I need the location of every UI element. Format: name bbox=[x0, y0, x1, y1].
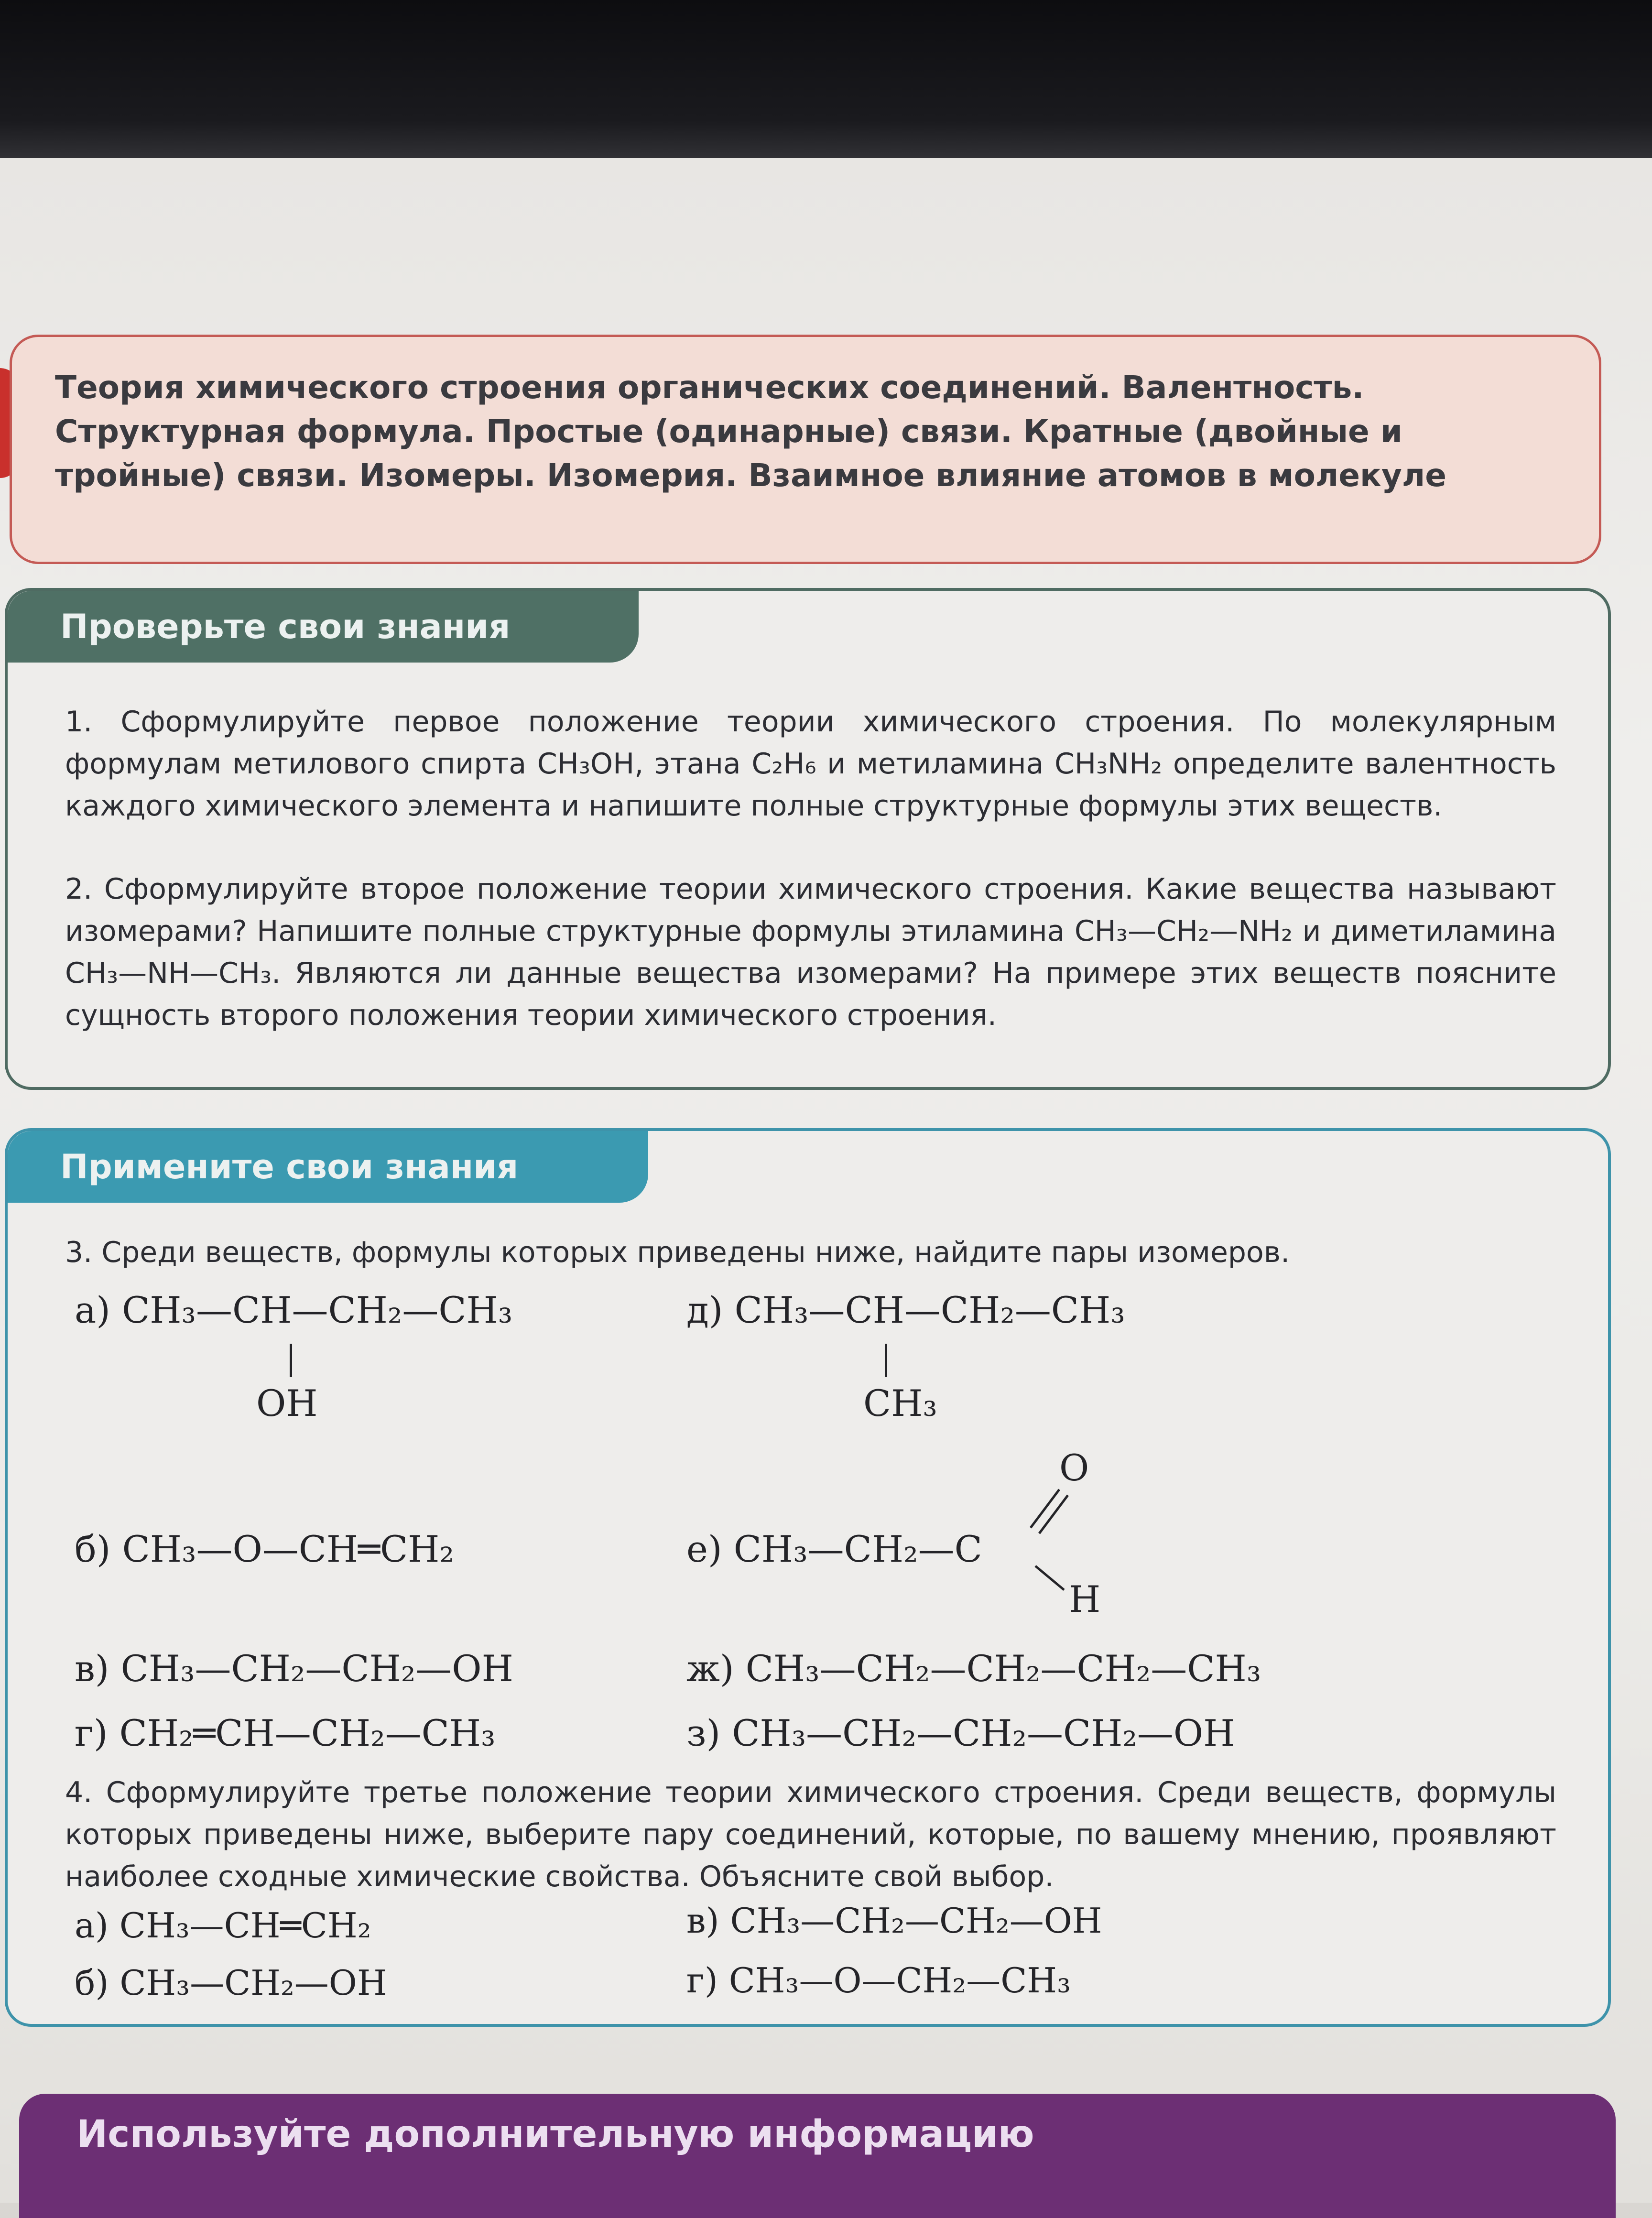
apply-knowledge-tab: Примените свои знания bbox=[8, 1131, 648, 1203]
extra-info-banner bbox=[19, 2094, 1616, 2218]
question-2: 2. Сформулируйте второе положение теории химического строения. Какие вещества называют изомерами? Напишите полные структурные формулы этиламина CH₃—CH₂—NH₂ и диметиламина CH₃—NH—CH₃. Являются ли данные вещества изомерами? На примере этих веществ поясните сущность второго положения теории химического строения. bbox=[65, 872, 1556, 1032]
question-4: 4. Сформулируйте третье положение теории химического строения. Среди веществ, формулы которых приведены ниже, выберите пару соединений, которые, по вашему мнению, проявляют наиболее сходные химические свойства. Объясните свой выбор. bbox=[65, 1776, 1556, 1893]
formula-3v: в) CH₃—CH₂—CH₂—OH bbox=[75, 1647, 513, 1690]
question-1-wrap bbox=[65, 701, 1556, 827]
bond-3d bbox=[885, 1344, 887, 1377]
topic-title: Теория химического строения органических соединений. Валентность. Структурная формула. Простые (одинарные) связи. Кратные (двойные и тройные) связи. Изомеры. Изомерия. Взаимное влияние атомов в молекуле bbox=[55, 369, 1446, 494]
formula-4g: г) CH₃—O—CH₂—CH₃ bbox=[686, 1960, 1071, 2001]
formula-3a-substituent: OH bbox=[256, 1382, 318, 1424]
formula-3z: з) CH₃—CH₂—CH₂—CH₂—OH bbox=[686, 1712, 1235, 1754]
formula-4a: а) CH₃—CH═CH₂ bbox=[75, 1905, 371, 1946]
formula-3e: е) CH₃—CH₂—C bbox=[686, 1528, 982, 1570]
check-knowledge-tab: Проверьте свои знания bbox=[8, 591, 639, 663]
apply-knowledge-section bbox=[5, 1128, 1611, 2027]
question-3: 3. Среди веществ, формулы которых приведены ниже, найдите пары изомеров. bbox=[65, 1236, 1290, 1269]
formula-3zh: ж) CH₃—CH₂—CH₂—CH₂—CH₃ bbox=[686, 1647, 1261, 1690]
formula-3a: а) CH₃—CH—CH₂—CH₃ bbox=[75, 1289, 513, 1331]
bond-3a bbox=[290, 1344, 292, 1377]
formula-4v: в) CH₃—CH₂—CH₂—OH bbox=[686, 1901, 1102, 1941]
formula-4b: б) CH₃—CH₂—OH bbox=[75, 1963, 387, 2003]
formula-3g: г) CH₂═CH—CH₂—CH₃ bbox=[75, 1712, 496, 1754]
check-knowledge-section bbox=[5, 588, 1611, 1090]
formula-3d-substituent: CH₃ bbox=[863, 1382, 937, 1424]
question-1: 1. Сформулируйте первое положение теории химического строения. По молекулярным формулам метилового спирта CH₃OH, этана C₂H₆ и метиламина CH₃NH₂ определите валентность каждого химического элемента и напишите полные структурные формулы этих веществ. bbox=[65, 705, 1556, 823]
question-2-wrap bbox=[65, 868, 1556, 1036]
topic-title-box bbox=[10, 335, 1601, 564]
extra-info-label: Используйте дополнительную информацию bbox=[76, 2113, 1034, 2156]
formula-3e-oxygen: O bbox=[1059, 1446, 1089, 1489]
formula-3d: д) CH₃—CH—CH₂—CH₃ bbox=[686, 1289, 1125, 1331]
formula-3e-hydrogen: H bbox=[1069, 1578, 1101, 1620]
question-4-wrap bbox=[65, 1772, 1556, 1898]
formula-3b: б) CH₃—O—CH═CH₂ bbox=[75, 1528, 454, 1570]
question-3-wrap bbox=[65, 1231, 1556, 1273]
